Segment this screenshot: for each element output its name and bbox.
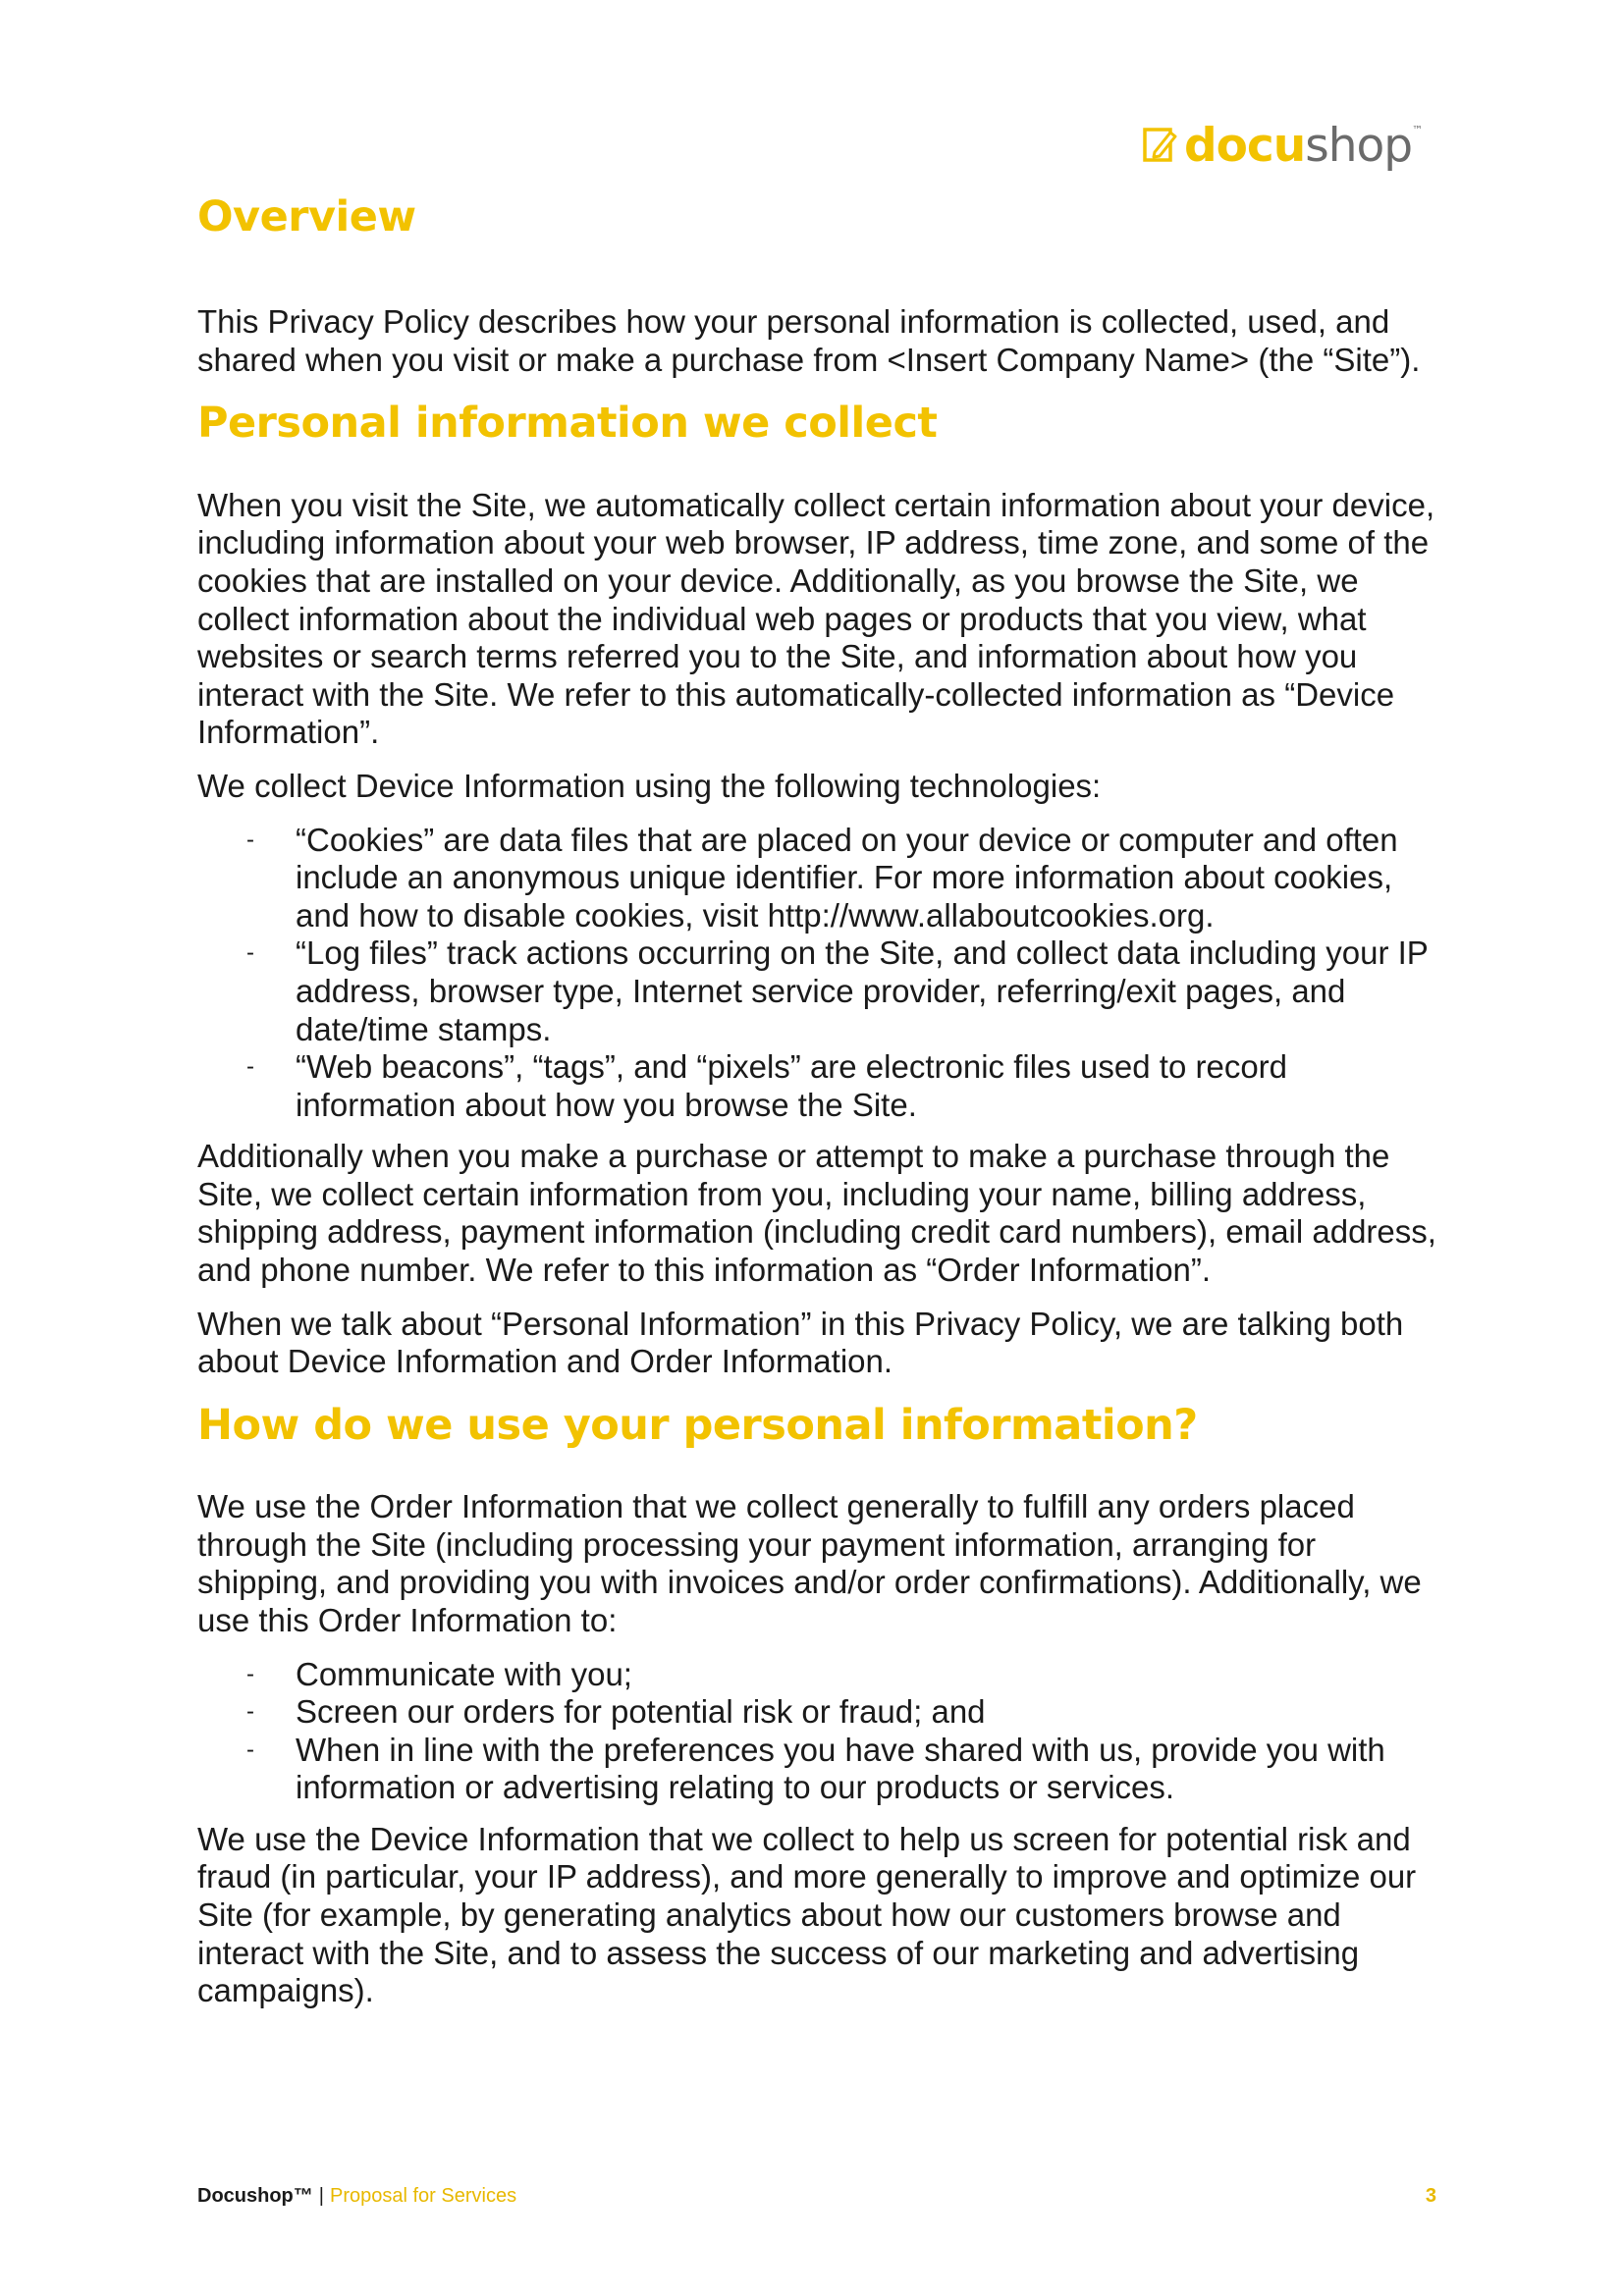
overview-paragraph: This Privacy Policy describes how your personal information is collected, used, and shared when you visit or make a purchase from <Insert Company Name> (the “Site”).: [197, 303, 1421, 378]
document-body: [197, 194, 1444, 2026]
page-number: 3: [1425, 2185, 1436, 2207]
docushop-logo: [1143, 116, 1422, 175]
page-footer: [197, 2185, 1436, 2208]
overview-heading: Overview: [197, 192, 416, 241]
footer-left: [197, 2185, 516, 2208]
personal-info-paragraph-1: When you visit the Site, we automatically collect certain information about your device, including information about your web browser, IP address, time zone, and some of the cookies that are installed on your device. Additionally, as you browse the Site, we collect information about the individual web pages or products that you view, what websites or search terms referred you to the Site, and information about how you interact with the Site. We refer to this automatically-collected information as “Device Information”.: [197, 486, 1435, 751]
list-item: - “Web beacons”, “tags”, and “pixels” are electronic files used to record information about how you browse the Site.: [246, 1048, 1288, 1123]
personal-info-paragraph-2: We collect Device Information using the following technologies:: [197, 767, 1102, 804]
personal-info-heading: Personal information we collect: [197, 399, 938, 449]
list-item: - Communicate with you;: [246, 1655, 632, 1692]
footer-separator: |: [318, 2185, 324, 2207]
usage-paragraph-1: We use the Order Information that we collect generally to fulfill any orders placed through the Site (including processing your payment information, arranging for shipping, and providing you with invoices and/or order confirmations). Additionally, we use this Order Information to:: [197, 1488, 1422, 1638]
personal-info-paragraph-4: When we talk about “Personal Information” in this Privacy Policy, we are talking both about Device Information and Order Information.: [197, 1305, 1404, 1380]
device-technologies-list: [197, 822, 1444, 1125]
document-pencil-icon: [1143, 127, 1178, 164]
list-item: - Screen our orders for potential risk or fraud; and: [246, 1693, 986, 1731]
footer-brand: Docushop™: [197, 2185, 313, 2207]
list-item: - “Cookies” are data files that are placed on your device or computer and often include an anonymous unique identifier. For more information about cookies, and how to disable cookies, visit http://www.allaboutcookies.org.: [246, 821, 1398, 934]
usage-paragraph-2: We use the Device Information that we collect to help us screen for potential risk and fraud (in particular, your IP address), and more generally to improve and optimize our Site (for example, by generating analytics about how our customers browse and interact with the Site, and to assess the success of our marketing and advertising campaigns).: [197, 1820, 1417, 2009]
personal-info-paragraph-3: Additionally when you make a purchase or attempt to make a purchase through the Site, we collect certain information from you, including your name, billing address, shipping address, payment information (including credit card numbers), email address, and phone number. We refer to this information as “Order Information”.: [197, 1138, 1436, 1289]
logo-wordmark: docushop™: [1184, 118, 1423, 173]
order-usage-list: [197, 1656, 1444, 1807]
list-item: - “Log files” track actions occurring on the Site, and collect data including your IP address, browser type, Internet service provider, referring/exit pages, and date/time stamps.: [246, 934, 1429, 1047]
footer-subtitle: Proposal for Services: [329, 2185, 517, 2207]
usage-heading: How do we use your personal information?: [197, 1400, 1198, 1450]
list-item: - When in line with the preferences you have shared with us, provide you with information or advertising relating to our products or services.: [246, 1731, 1385, 1806]
